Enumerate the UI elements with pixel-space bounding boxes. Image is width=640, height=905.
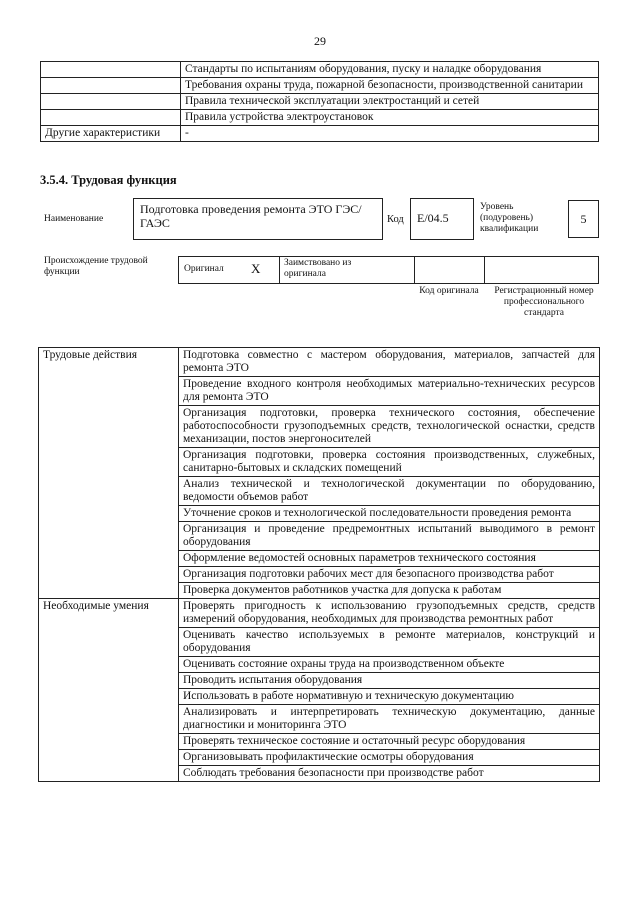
other-characteristics-label: Другие характеристики bbox=[41, 126, 181, 142]
table-row bbox=[41, 62, 599, 78]
list-item: Организация подготовки, проверка технического состояния, обеспечение работоспособности грузоподъемных средств, технологической оснастки, средств механизации, постов энергоносителей bbox=[179, 406, 600, 448]
table-row bbox=[41, 110, 599, 126]
other-characteristics-value: - bbox=[181, 126, 599, 142]
list-item: Организовывать профилактические осмотры оборудования bbox=[179, 750, 600, 766]
list-item: Проверять техническое состояние и остаточный ресурс оборудования bbox=[179, 734, 600, 750]
code-value: E/04.5 bbox=[417, 211, 449, 225]
table-row bbox=[39, 599, 600, 628]
list-item: Оценивать качество используемых в ремонте материалов, конструкций и оборудования bbox=[179, 628, 600, 657]
table-cell: Стандарты по испытаниям оборудования, пуску и наладке оборудования bbox=[181, 62, 599, 78]
top-characteristics-table bbox=[40, 61, 599, 142]
table-row bbox=[41, 126, 599, 142]
page-number: 29 bbox=[314, 34, 326, 48]
original-label: Оригинал bbox=[184, 264, 224, 274]
registration-number-caption: Регистрационный номер профессионального стандарта bbox=[494, 286, 594, 318]
origin-divider-3 bbox=[484, 256, 485, 284]
list-item: Проводить испытания оборудования bbox=[179, 673, 600, 689]
section-title: 3.5.4. Трудовая функция bbox=[40, 173, 177, 187]
origin-divider-2 bbox=[414, 256, 415, 284]
origin-divider-1 bbox=[279, 256, 280, 284]
list-item: Подготовка совместно с мастером оборудования, материалов, запчастей для ремонта ЭТО bbox=[179, 348, 600, 377]
list-item: Организация подготовки рабочих мест для безопасного производства работ bbox=[179, 567, 600, 583]
name-label: Наименование bbox=[44, 214, 104, 224]
skills-section bbox=[39, 599, 600, 782]
list-item: Анализ технической и технологической документации по оборудованию, ведомости объемов работ bbox=[179, 477, 600, 506]
list-item: Использовать в работе нормативную и техническую документацию bbox=[179, 689, 600, 705]
level-label: Уровень (подуровень) квалификации bbox=[480, 202, 539, 234]
origin-label: Происхождение трудовой функции bbox=[44, 256, 148, 277]
list-item: Проведение входного контроля необходимых материально-технических ресурсов для ремонта ЭТО bbox=[179, 377, 600, 406]
code-original-caption: Код оригинала bbox=[419, 286, 479, 296]
table-cell: Требования охраны труда, пожарной безопасности, производственной санитарии bbox=[181, 78, 599, 94]
level-value-box bbox=[568, 200, 599, 238]
table-row bbox=[41, 94, 599, 110]
list-item: Оформление ведомостей основных параметров технического состояния bbox=[179, 551, 600, 567]
table-cell-empty bbox=[41, 78, 181, 94]
table-cell: Правила технической эксплуатации электростанций и сетей bbox=[181, 94, 599, 110]
list-item: Уточнение сроков и технологической последовательности проведения ремонта bbox=[179, 506, 600, 522]
section-label: Необходимые умения bbox=[39, 599, 179, 782]
original-mark: X bbox=[251, 261, 261, 276]
code-label: Код bbox=[387, 214, 404, 225]
section-label: Трудовые действия bbox=[39, 348, 179, 599]
code-value-box bbox=[410, 198, 474, 240]
level-value: 5 bbox=[580, 212, 587, 226]
table-cell-empty bbox=[41, 94, 181, 110]
name-value: Подготовка проведения ремонта ЭТО ГЭС/ГАЭС bbox=[140, 202, 362, 230]
table-row bbox=[39, 348, 600, 377]
table-cell-empty bbox=[41, 110, 181, 126]
list-item: Организация и проведение предремонтных испытаний выводимого в ремонт оборудования bbox=[179, 522, 600, 551]
table-cell: Правила устройства электроустановок bbox=[181, 110, 599, 126]
table-row bbox=[41, 78, 599, 94]
list-item: Проверка документов работников участка для допуска к работам bbox=[179, 583, 600, 599]
list-item: Проверять пригодность к использованию грузоподъемных средств, средств измерений оборудования, необходимых для производства ремонтных работ bbox=[179, 599, 600, 628]
table-cell-empty bbox=[41, 62, 181, 78]
list-item: Анализировать и интерпретировать техническую документацию, данные диагностики и мониторинга ЭТО bbox=[179, 705, 600, 734]
actions-section bbox=[39, 348, 600, 599]
list-item: Оценивать состояние охраны труда на производственном объекте bbox=[179, 657, 600, 673]
borrowed-label: Заимствовано из оригинала bbox=[284, 258, 352, 279]
list-item: Соблюдать требования безопасности при производстве работ bbox=[179, 766, 600, 782]
list-item: Организация подготовки, проверка состояния производственных, служебных, санитарно-бытовых и складских помещений bbox=[179, 448, 600, 477]
labor-function-table bbox=[38, 347, 600, 782]
name-value-box bbox=[133, 198, 383, 240]
